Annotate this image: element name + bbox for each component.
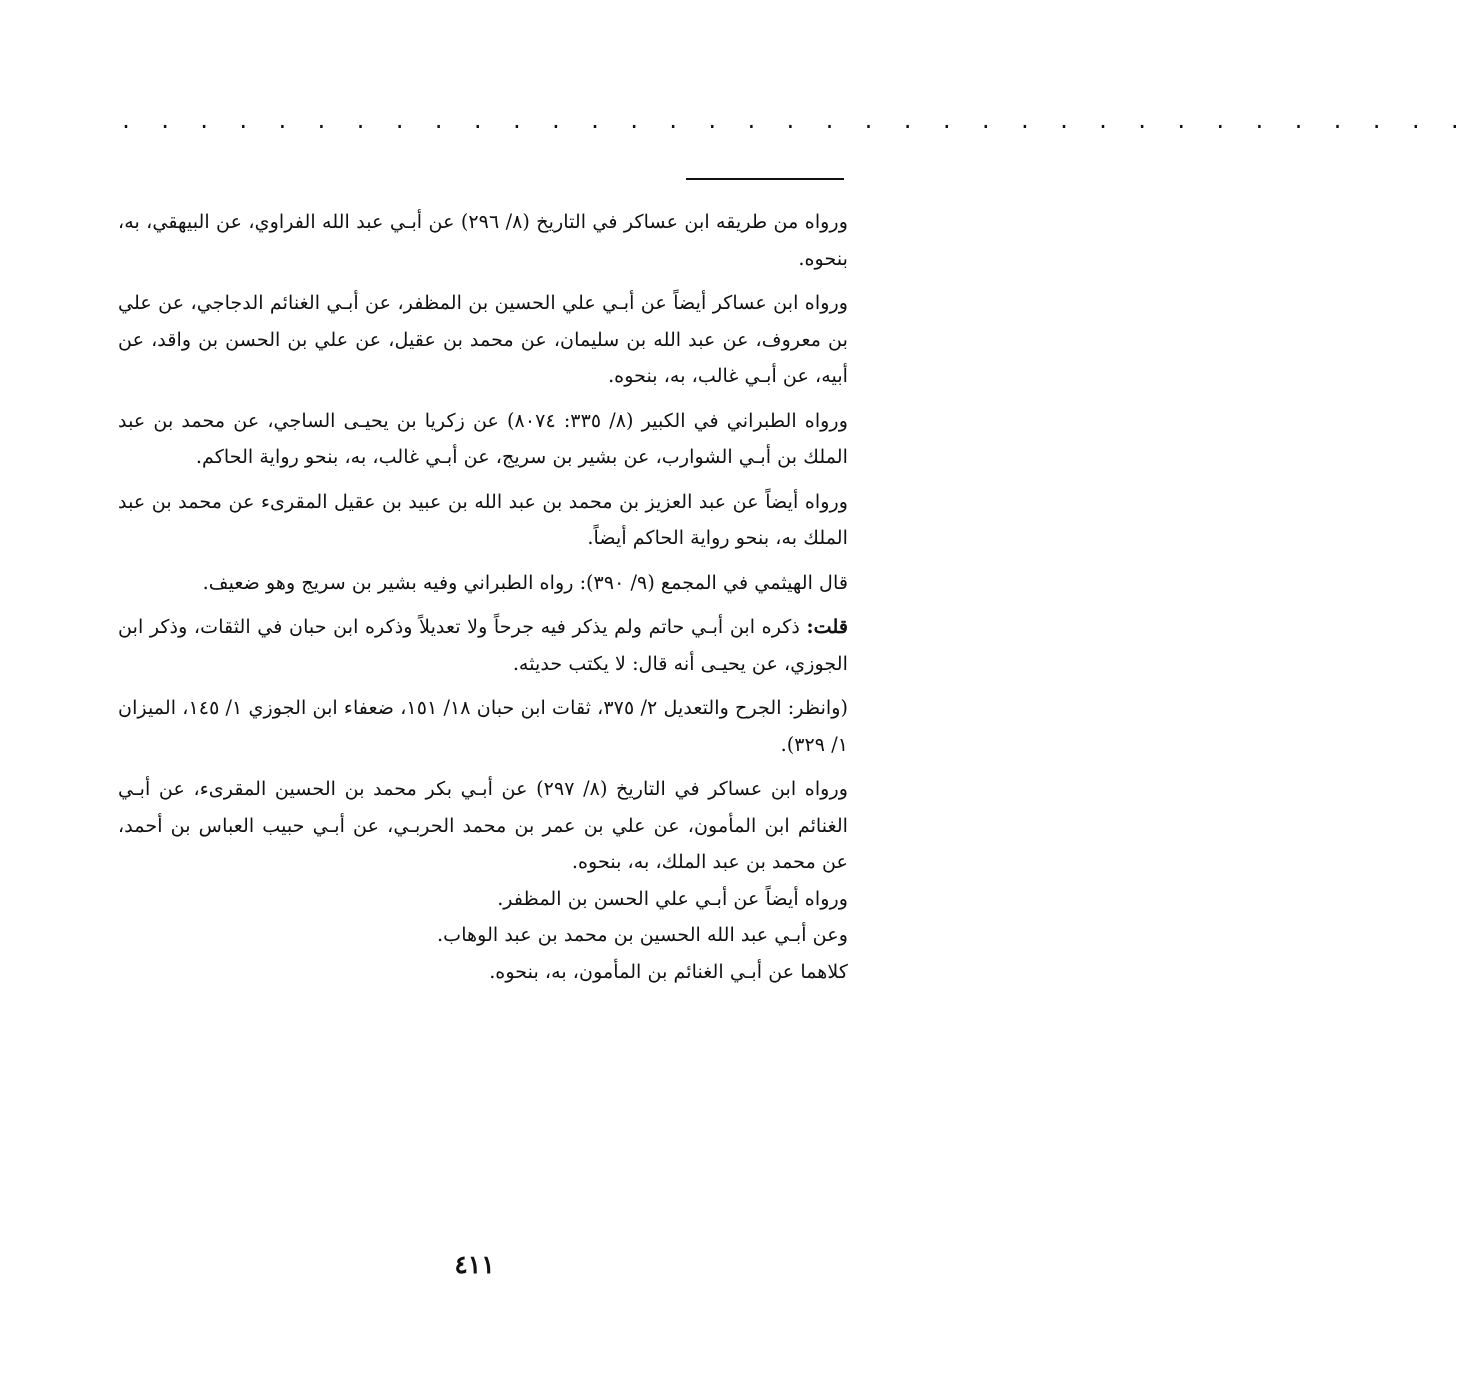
qult-label: قلت: — [806, 615, 848, 638]
paragraph-1: ورواه من طريقه ابن عساكر في التاريخ (٨/ ٢٩٦) عن أبـي عبد الله الفراوي، عن البيهقي، به، بنحوه. — [118, 210, 848, 270]
paragraph-3: ورواه الطبراني في الكبير (٨/ ٣٣٥: ٨٠٧٤) عن زكريا بن يحيـى الساجي، عن محمد بن عبد الملك بن أبـي الشوارب، عن بشير بن سريج، عن أبـي غالب، به، بنحو رواية الحاكم. — [118, 408, 848, 468]
page-number: ٤١١ — [454, 1250, 495, 1279]
short-line-2: وعن أبـي عبد الله الحسين بن محمد بن عبد الوهاب. — [437, 923, 848, 946]
footnote-rule — [686, 178, 844, 180]
qult-text: ذكره ابن أبـي حاتم ولم يذكر فيه جرحاً ولا تعديلاً وذكره ابن حبان في الثقات، وذكر ابن الجوزي، عن يحيـى أنه قال: لا يكتب حديثه. — [118, 615, 848, 675]
paragraph-qult — [118, 609, 848, 682]
paragraph-2: ورواه ابن عساكر أيضاً عن أبـي علي الحسين بن المظفر، عن أبـي الغنائم الدجاجي، عن علي بن معروف، عن عبد الله بن سليمان، عن محمد بن عقيل، عن علي بن الحسن بن واقد، عن أبيه، عن أبـي غالب، به، بنحوه. — [118, 291, 848, 387]
dotted-separator: . . . . . . . . . . . . . . . . . . . . . . . . . . . . . . . . . . . — [120, 109, 1468, 133]
paragraph-references: (وانظر: الجرح والتعديل ٢/ ٣٧٥، ثقات ابن حبان ١٨/ ١٥١، ضعفاء ابن الجوزي ١/ ١٤٥، الميزان ١/ ٣٢٩). — [118, 696, 848, 756]
paragraph-4: ورواه أيضاً عن عبد العزيز بن محمد بن عبد الله بن عبيد بن عقيل المقرىء عن محمد بن عبد الملك به، بنحو رواية الحاكم أيضاً. — [118, 489, 848, 549]
short-line-1: ورواه أيضاً عن أبـي علي الحسن بن المظفر. — [497, 886, 848, 910]
paragraph-ibn-asakir: ورواه ابن عساكر في التاريخ (٨/ ٢٩٧) عن أبـي بكر محمد بن الحسين المقرىء، عن أبـي الغنائم ابن المأمون، عن علي بن عمر بن محمد الحربـي، عن أبـي حبيب العباس بن أحمد، عن محمد بن عبد الملك، به، بنحوه. — [118, 777, 848, 873]
paragraph-5: قال الهيثمي في المجمع (٩/ ٣٩٠): رواه الطبراني وفيه بشير بن سريج وهو ضعيف. — [202, 570, 848, 594]
footnote-body — [118, 204, 848, 990]
short-line-3: كلاهما عن أبـي الغنائم بن المأمون، به، بنحوه. — [489, 959, 848, 983]
